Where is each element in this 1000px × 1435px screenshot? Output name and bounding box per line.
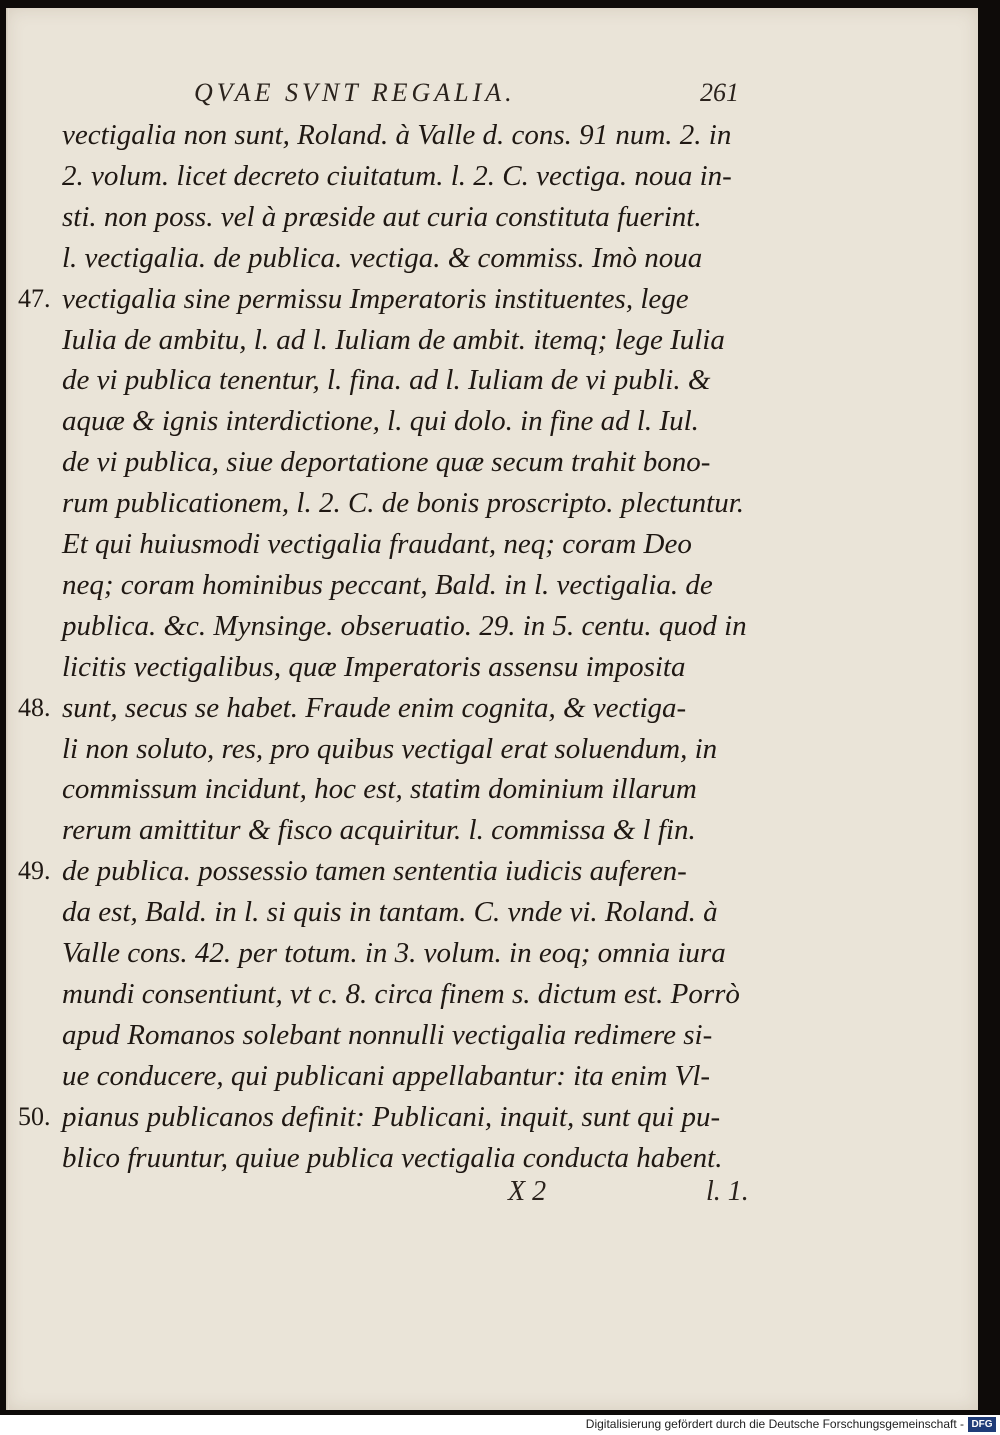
text-line: aquæ & ignis interdictione, l. qui dolo. in fine ad l. Iul. [62, 405, 699, 437]
margin-number: 49. [18, 856, 51, 885]
text-line: Valle cons. 42. per totum. in 3. volum. in eoq; omnia iura [62, 937, 726, 969]
text-line: vectigalia non sunt, Roland. à Valle d. cons. 91 num. 2. in [62, 119, 732, 151]
text-line: apud Romanos solebant nonnulli vectigalia redimere si- [62, 1019, 713, 1051]
page-footer [6, 1176, 978, 1216]
text-line: publica. &c. Mynsinge. obseruatio. 29. in 5. centu. quod in [62, 610, 747, 642]
dfg-logo: DFG [968, 1417, 996, 1432]
page-number: 261 [700, 78, 739, 107]
text-line: rerum amittitur & fisco acquiritur. l. commissa & l fin. [62, 814, 696, 846]
margin-number: 48. [18, 693, 51, 722]
text-line: de vi publica tenentur, l. fina. ad l. Iuliam de vi publi. & [62, 364, 711, 396]
funding-credit: Digitalisierung gefördert durch die Deutsche Forschungsgemeinschaft - [585, 1417, 964, 1431]
page-header [6, 72, 978, 122]
running-head: QVAE SVNT REGALIA. [194, 78, 516, 107]
text-line: l. vectigalia. de publica. vectiga. & commiss. Imò noua [62, 242, 703, 274]
text-line: Iulia de ambitu, l. ad l. Iuliam de ambit. itemq; lege Iulia [62, 324, 725, 356]
text-line: Et qui huiusmodi vectigalia fraudant, neq; coram Deo [62, 528, 692, 560]
text-line: licitis vectigalibus, quæ Imperatoris assensu imposita [62, 651, 686, 683]
book-page [6, 8, 978, 1410]
text-line: de vi publica, siue deportatione quæ secum trahit bono- [62, 446, 711, 478]
text-line: ue conducere, qui publicani appellabantur: ita enim Vl- [62, 1060, 711, 1092]
text-line: vectigalia sine permissu Imperatoris instituentes, lege [62, 283, 689, 315]
text-line: sti. non poss. vel à præside aut curia constituta fuerint. [62, 201, 702, 233]
signature-mark: X 2 [508, 1176, 547, 1207]
text-line: neq; coram hominibus peccant, Bald. in l. vectigalia. de [62, 569, 713, 601]
text-line: 2. volum. licet decreto ciuitatum. l. 2. C. vectiga. noua in- [62, 160, 732, 192]
margin-number: 47. [18, 284, 51, 313]
text-line: da est, Bald. in l. si quis in tantam. C. vnde vi. Roland. à [62, 896, 718, 928]
text-line: de publica. possessio tamen sententia iudicis auferen- [62, 855, 687, 887]
text-line: li non soluto, res, pro quibus vectigal erat soluendum, in [62, 733, 718, 765]
funding-bar [0, 1415, 1000, 1435]
text-line: pianus publicanos definit: Publicani, inquit, sunt qui pu- [62, 1101, 721, 1133]
text-line: commissum incidunt, hoc est, statim dominium illarum [62, 773, 697, 805]
text-line: rum publicationem, l. 2. C. de bonis proscripto. plectuntur. [62, 487, 745, 519]
text-line: sunt, secus se habet. Fraude enim cognita, & vectiga- [62, 692, 687, 724]
text-line: blico fruuntur, quiue publica vectigalia conducta habent. [62, 1142, 723, 1174]
text-line: mundi consentiunt, vt c. 8. circa finem s. dictum est. Porrò [62, 978, 740, 1010]
catchword: l. 1. [706, 1176, 749, 1207]
margin-number: 50. [18, 1102, 51, 1131]
